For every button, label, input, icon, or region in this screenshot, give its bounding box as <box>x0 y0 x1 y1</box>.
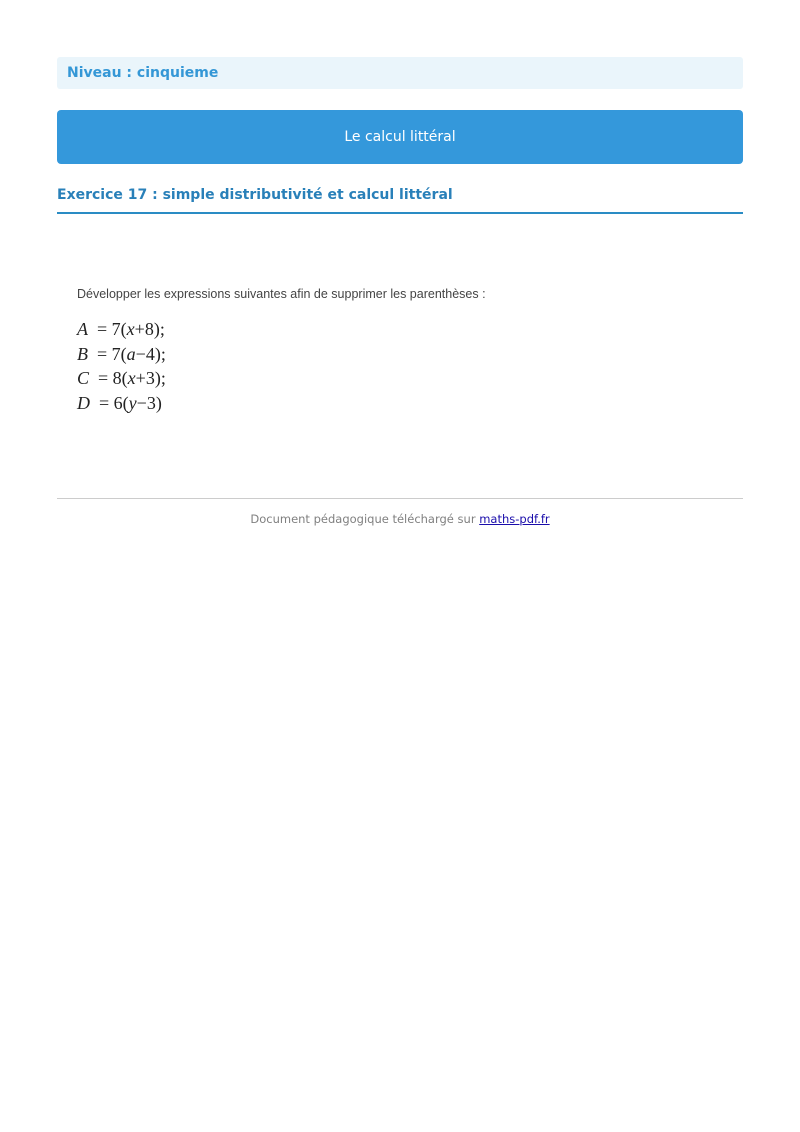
exercise-instruction: Développer les expressions suivantes afin de supprimer les parenthèses : <box>77 287 486 301</box>
expression-constant: 3 <box>146 392 156 413</box>
footer-divider <box>57 498 743 499</box>
close-paren: ) <box>154 343 161 364</box>
level-label: Niveau : cinquieme <box>67 65 219 81</box>
open-paren: ( <box>121 368 128 388</box>
equals-sign: = <box>94 392 114 413</box>
expression-coefficient: 8 <box>112 368 122 388</box>
expression-variable: y <box>128 392 137 413</box>
expression-terminator: ; <box>159 319 165 339</box>
expression-operator: + <box>134 319 145 339</box>
exercise-content <box>77 285 677 415</box>
expression-coefficient: 7 <box>111 319 121 339</box>
equals-sign: = <box>92 319 112 339</box>
open-paren: ( <box>122 392 129 413</box>
expression-constant: 3 <box>145 368 155 388</box>
expression-d <box>77 391 677 416</box>
expression-name: A <box>77 319 88 339</box>
expression-name: D <box>77 392 90 413</box>
open-paren: ( <box>120 319 127 339</box>
expression-a <box>77 317 677 342</box>
expression-terminator: ; <box>160 368 166 388</box>
expression-name: B <box>77 343 88 364</box>
exercise-heading <box>57 184 743 214</box>
expression-variable: x <box>126 319 135 339</box>
expression-operator: + <box>135 368 146 388</box>
level-banner <box>57 57 743 89</box>
exercise-title: Exercice 17 : simple distributivité et calcul littéral <box>57 187 453 203</box>
expression-operator: − <box>135 343 146 364</box>
equals-sign: = <box>93 368 113 388</box>
expression-coefficient: 7 <box>111 343 121 364</box>
expression-terminator: ; <box>160 343 166 364</box>
close-paren: ) <box>153 319 160 339</box>
chapter-title-bar <box>57 110 743 164</box>
expression-b <box>77 342 677 367</box>
chapter-title: Le calcul littéral <box>344 129 456 145</box>
expression-variable: x <box>127 368 136 388</box>
expression-constant: 8 <box>144 319 154 339</box>
close-paren: ) <box>155 392 162 413</box>
expression-name: C <box>77 368 90 388</box>
open-paren: ( <box>120 343 127 364</box>
footer <box>57 510 743 528</box>
equals-sign: = <box>92 343 112 364</box>
expression-coefficient: 6 <box>113 392 123 413</box>
footer-text: Document pédagogique téléchargé sur <box>250 512 476 526</box>
expression-c <box>77 366 677 391</box>
close-paren: ) <box>154 368 161 388</box>
expression-constant: 4 <box>145 343 155 364</box>
expression-operator: − <box>136 392 147 413</box>
footer-link[interactable]: maths-pdf.fr <box>479 512 550 526</box>
expression-variable: a <box>126 343 136 364</box>
